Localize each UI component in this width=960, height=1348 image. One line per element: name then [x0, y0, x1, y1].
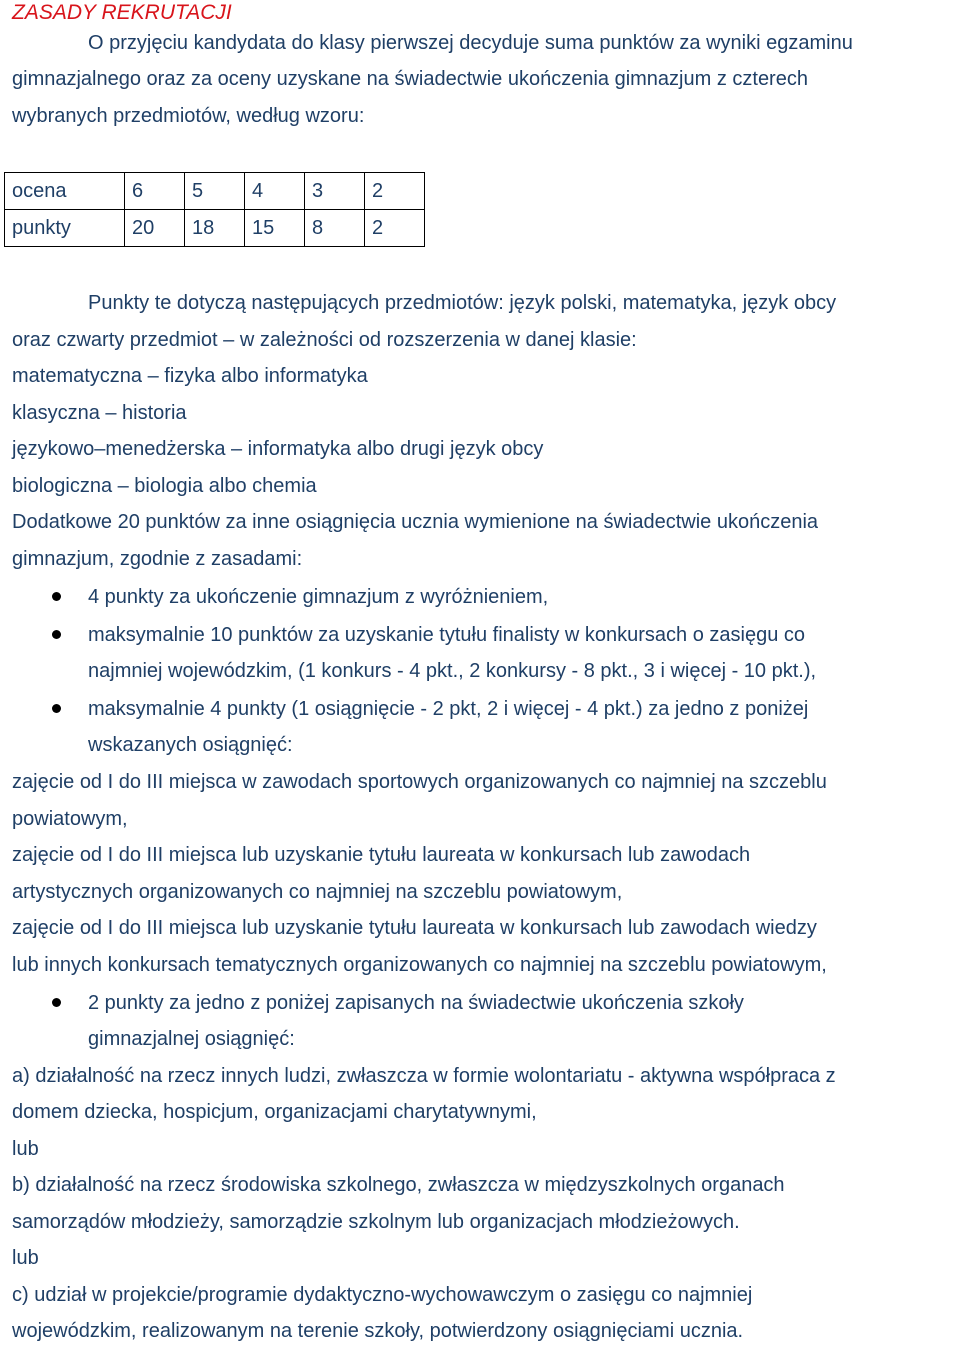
- table-cell: 5: [185, 173, 245, 210]
- option-separator: lub: [12, 1247, 39, 1269]
- table-cell: 3: [305, 173, 365, 210]
- intro-line: gimnazjalnego oraz za oceny uzyskane na świadectwie ukończenia gimnazjum z czterech: [12, 68, 808, 90]
- table-cell: 20: [125, 210, 185, 247]
- achievement-line: powiatowym,: [12, 808, 128, 830]
- bullet-item-text: 2 punkty za jedno z poniżej zapisanych na świadectwie ukończenia szkoły: [88, 992, 744, 1014]
- class-klasyczna: klasyczna – historia: [12, 402, 187, 424]
- option-line: domem dziecka, hospicjum, organizacjami charytatywnymi,: [12, 1101, 537, 1123]
- subjects-line: oraz czwarty przedmiot – w zależności od rozszerzenia w danej klasie:: [12, 329, 637, 351]
- table-cell: 15: [245, 210, 305, 247]
- option-line: samorządów młodzieży, samorządzie szkolnym lub organizacjach młodzieżowych.: [12, 1211, 740, 1233]
- table-row: [5, 173, 425, 210]
- table-cell: 4: [245, 173, 305, 210]
- achievement-line: zajęcie od I do III miejsca w zawodach sportowych organizowanych co najmniej na szczeblu: [12, 771, 827, 793]
- option-separator: lub: [12, 1138, 39, 1160]
- option-line: wojewódzkim, realizowanym na terenie szkoły, potwierdzony osiągnięciami ucznia.: [12, 1320, 744, 1342]
- class-matematyczna: matematyczna – fizyka albo informatyka: [12, 365, 368, 387]
- subjects-line: Punkty te dotyczą następujących przedmiotów: język polski, matematyka, język obcy: [88, 292, 837, 314]
- bullet-item-text: 4 punkty za ukończenie gimnazjum z wyróżnieniem,: [88, 586, 549, 608]
- table-cell: ocena: [5, 173, 125, 210]
- bullet-item-text: najmniej wojewódzkim, (1 konkurs - 4 pkt., 2 konkursy - 8 pkt., 3 i więcej - 10 pkt.),: [88, 660, 817, 682]
- bullet-icon: [52, 704, 61, 713]
- bullet-item-text: maksymalnie 10 punktów za uzyskanie tytułu finalisty w konkursach o zasięgu co: [88, 624, 806, 646]
- intro-line: O przyjęciu kandydata do klasy pierwszej decyduje suma punktów za wyniki egzaminu: [88, 32, 853, 54]
- table-cell: 6: [125, 173, 185, 210]
- score-table: [4, 172, 425, 247]
- table-cell: 2: [365, 173, 425, 210]
- table-cell: 2: [365, 210, 425, 247]
- table-row: [5, 210, 425, 247]
- bullet-item-text: gimnazjalnej osiągnięć:: [88, 1028, 295, 1050]
- class-biologiczna: biologiczna – biologia albo chemia: [12, 475, 317, 497]
- bullet-icon: [52, 630, 61, 639]
- table-cell: punkty: [5, 210, 125, 247]
- option-line: a) działalność na rzecz innych ludzi, zwłaszcza w formie wolontariatu - aktywna współpraca z: [12, 1065, 836, 1087]
- option-line: c) udział w projekcie/programie dydaktyczno-wychowawczym o zasięgu co najmniej: [12, 1284, 753, 1306]
- achievement-line: zajęcie od I do III miejsca lub uzyskanie tytułu laureata w konkursach lub zawodach: [12, 844, 751, 866]
- intro-line: wybranych przedmiotów, według wzoru:: [12, 105, 365, 127]
- achievement-line: artystycznych organizowanych co najmniej na szczeblu powiatowym,: [12, 881, 623, 903]
- page-title: ZASADY REKRUTACJI: [12, 1, 232, 24]
- bullet-icon: [52, 592, 61, 601]
- class-jezykowo-menedzerska: językowo–menedżerska – informatyka albo drugi język obcy: [12, 438, 544, 460]
- bullet-item-text: maksymalnie 4 punkty (1 osiągnięcie - 2 pkt, 2 i więcej - 4 pkt.) za jedno z poniżej: [88, 698, 809, 720]
- table-cell: 8: [305, 210, 365, 247]
- bullet-icon: [52, 998, 61, 1007]
- achievement-line: lub innych konkursach tematycznych organizowanych co najmniej na szczeblu powiatowym,: [12, 954, 827, 976]
- table-cell: 18: [185, 210, 245, 247]
- achievement-line: zajęcie od I do III miejsca lub uzyskanie tytułu laureata w konkursach lub zawodach wiedzy: [12, 917, 817, 939]
- extra-points-line: gimnazjum, zgodnie z zasadami:: [12, 548, 303, 570]
- extra-points-line: Dodatkowe 20 punktów za inne osiągnięcia ucznia wymienione na świadectwie ukończenia: [12, 511, 819, 533]
- bullet-item-text: wskazanych osiągnięć:: [88, 734, 293, 756]
- option-line: b) działalność na rzecz środowiska szkolnego, zwłaszcza w międzyszkolnych organach: [12, 1174, 785, 1196]
